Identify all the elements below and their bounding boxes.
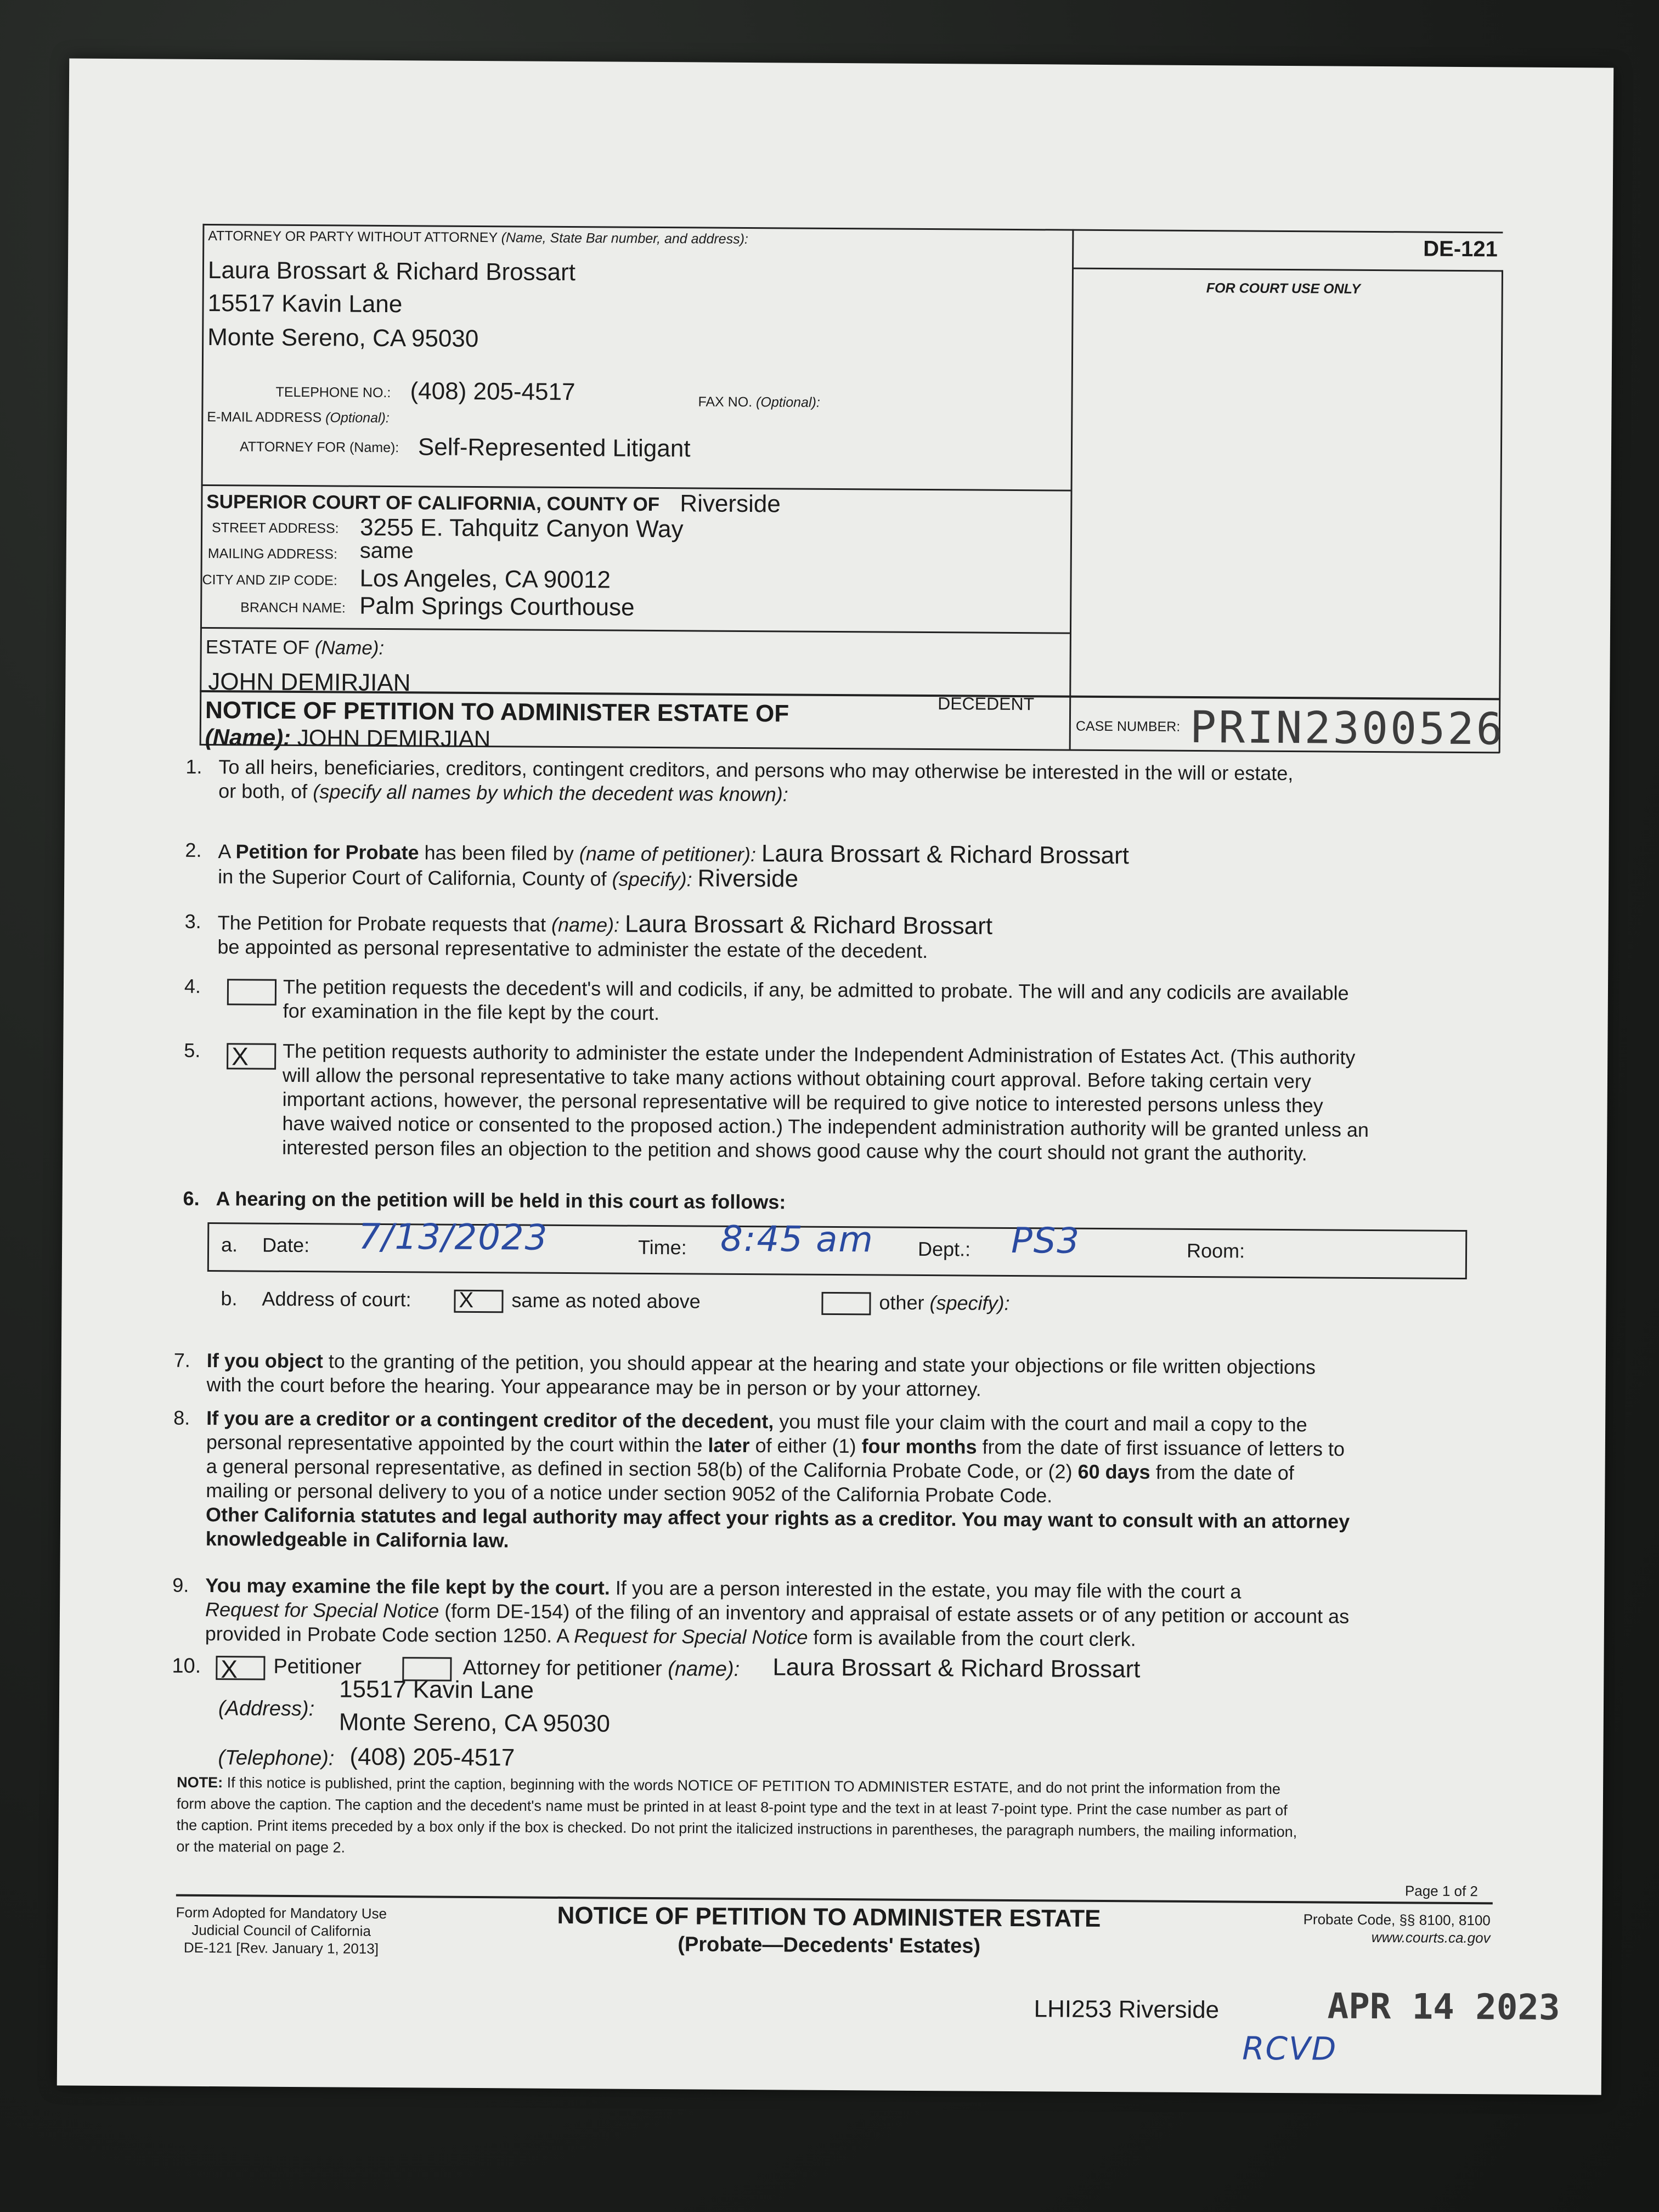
item-8: 8. If you are a creditor or a contingent creditor of the decedent, you must file your claim with the court and mail a copy to the personal representative appointed by the court within the later of either (1) four months from the date of first issuance of letters to a general personal representative, as defined in section 58(b) of the California Probate Code, or (2) 60 days from the date of mailing or personal delivery to you of a notice under section 9052 of the California Probate Code. Other California statutes and legal authority may affect your rights as a creditor. You may want to consult with an attorney knowledgeable in California law.: [173, 1406, 1350, 1552]
item-2: 2. A Petition for Probate has been filed by (name of petitioner): Laura Brossart & Richard Brossart in the Superior Court of California, County of (specify): Riverside: [185, 838, 1130, 893]
telephone-value: (408) 205-4517: [410, 377, 575, 406]
court-use-top-border: [1072, 268, 1503, 272]
branch-label: BRANCH NAME:: [240, 600, 346, 616]
other-address-checkbox[interactable]: [821, 1292, 871, 1316]
received-date-stamp: APR 14 2023: [1327, 1986, 1560, 2029]
lhi-label: LHI253 Riverside: [1034, 1995, 1220, 2024]
mailing-label: MAILING ADDRESS:: [207, 545, 338, 562]
note-block: NOTE: If this notice is published, print the caption, beginning with the words NOTICE OF PETITION TO ADMINISTER ESTATE, and do not print the information from the form above the caption. The caption and the decedent's name must be printed in at least 8-point type and the text in at least 7-point type. Print the case number as part of the caption. Print items preceded by a box only if the box is checked. Do not print the italicized instructions in parentheses, the paragraph numbers, the mailing information, or the material on page 2.: [176, 1774, 1297, 1856]
mailing-value: same: [359, 538, 414, 563]
street-label: STREET ADDRESS:: [212, 520, 339, 537]
petitioner-phone: (408) 205-4517: [349, 1743, 515, 1771]
case-number-label: CASE NUMBER:: [1075, 718, 1181, 735]
estate-name: JOHN DEMIRJIAN: [208, 668, 411, 697]
petitioner-street: 15517 Kavin Lane: [339, 1675, 534, 1704]
footer-subtitle: (Probate—Decedents' Estates): [678, 1933, 981, 1958]
time-label: Time:: [637, 1235, 687, 1259]
fax-label: FAX NO. (Optional):: [698, 394, 820, 410]
item-6: 6. A hearing on the petition will be held in this court as follows:: [183, 1187, 786, 1214]
item-3: 3. The Petition for Probate requests that (name): Laura Brossart & Richard Brossart be appointed as personal representative to administer the estate of the decedent.: [184, 910, 993, 963]
court-label: SUPERIOR COURT OF CALIFORNIA, COUNTY OF: [206, 490, 660, 516]
case-number-stamp: PRIN2300526: [1189, 701, 1505, 755]
room-label: Room:: [1186, 1239, 1245, 1262]
hearing-dept: PS3: [1011, 1220, 1081, 1262]
item-10-number: 10.: [172, 1654, 201, 1678]
telephone-label: TELEPHONE NO.:: [275, 384, 391, 401]
item-5-text: The petition requests authority to administer the estate under the Independent Administration of Estates Act. (This authority will allow the personal representative to take many actions without obtaining court approval. Before taking certain very important actions, however, the personal representative will be required to give notice to interested persons unless they have waived notice or consented to the proposed action.) The independent administration authority will be granted unless an interested person files an objection to the petition and shows good cause why the court should not grant the authority.: [282, 1039, 1369, 1165]
form-page: DE-121 FOR COURT USE ONLY ATTORNEY OR PARTY WITHOUT ATTORNEY (Name, State Bar number, and address): Laura Brossart & Richard Brossart 15517 Kavin Lane Monte Sereno, CA 95030 TELEPHONE NO.: (408) 205-4517 FAX NO. (Optional): E-MAIL ADDRESS (Optional): ATTORNEY FOR (Name): Self-Represented Litigant SUPERIOR COURT OF CALIFORNIA, COUNTY OF Riverside STREET ADDRESS: 3255 E. Tahquitz Canyon Way MAILING ADDRESS: same CITY AND ZIP CODE: Los Angeles, CA 90012 BRANCH NAME: Palm Springs Courthouse ESTATE OF (Name): JOHN DEMIRJIAN DECEDENT NOTICE OF PETITION TO ADMINISTER ESTATE OF (Name): JOHN DEMIRJIAN CASE NUMBER: PRIN2300526 1. To all heirs, beneficiaries, creditors, contingent creditors, and persons who may otherwise be interested in the will or estate, or both, of (specify all names by which the decedent was known): 2. A Petition for Probate has been filed by (name of petitioner): Laura Brossart & Richard Brossart in the Superior Court of California, County of (specify): Riverside 3. The Petition for Probate requests that (name): Laura Brossart & Richard Brossart be appointed as personal representative to administer the estate of the decedent. 4. The petition requests the decedent's will and codicils, if any, be admitted to probate. The will and any codicils are available for examination in the file kept by the court. 5. X The petition requests authority to administer the estate under the Independent Administration of Estates Act. (This authority will allow the personal representative to take many actions without obtaining court approval. Before taking certain very important actions, however, the personal representative will be required to give notice to interested persons unless they have waived notice or consented to the proposed action.) The independent administration authority will be granted unless an interested person files an objection to the petition and shows good cause why the court should not grant the authority. 6. A hearing on the petition will be held in this court as follows: a. Date: 7/13/2023 Time: 8:45 am Dept.: PS3 Room: b. Address of court: X same as noted above other (specify): 7. If you object to the granting of the petition, you should appear at the hearing and state your objections or file written objections with the court before the hearing. Your appearance may be in person or by your attorney. 8. If you are a creditor or a contingent creditor of the decedent, you must file your claim with the court and mail a copy to the personal representative appointed by the court within the later of either (1) four months from the date of first issuance of letters to a general personal representative, as defined in section 58(b) of the California Probate Code, or (2) 60 days from the date of mailing or personal delivery to you of a notice under section 9052 of the California Probate Code. Other California statutes and legal authority may affect your rights as a creditor. You may want to consult with an attorney knowledgeable in California law. 9. You may examine the file kept by the court. If you are a person interested in the estate, you may file with the court a Request for Special Notice (form DE-154) of the filing of an inventory and appraisal of estate assets or of any petition or account as provided in Probate Code section 1250. A Request for Special Notice form is available from the court clerk. 10. X Petitioner Attorney for petitioner (name): Laura Brossart & Richard Brossart (Address): 15517 Kavin Lane Monte Sereno, CA 95030 (Telephone): (408) 205-4517 NOTE: If this notice is published, print the caption, beginning with the words NOTICE OF PETITION TO ADMINISTER ESTATE, and do not print the information from the form above the caption. The caption and the decedent's name must be printed in at least 8-point type and the text in at least 7-point type. Print the case number as part of the caption. Print items preceded by a box only if the box is checked. Do not print the italicized instructions in parentheses, the paragraph numbers, the mailing information, or the material on page 2. Page 1 of 2 Form Adopted for Mandatory Use Judicial Council of California DE-121 [Rev. January 1, 2013] NOTICE OF PETITION TO ADMINISTER ESTATE (Probate—Decedents' Estates) Probate Code, §§ 8100, 8100 www.courts.ca.gov LHI253 Riverside APR 14 2023 RCVD: [57, 58, 1614, 2095]
court-use-label: FOR COURT USE ONLY: [1206, 280, 1361, 297]
city-value: Los Angeles, CA 90012: [359, 565, 611, 594]
attorney-name: Laura Brossart & Richard Brossart: [207, 256, 576, 286]
county-value: Riverside: [680, 490, 781, 518]
petitioner-city: Monte Sereno, CA 95030: [338, 1708, 611, 1737]
same-address-label: same as noted above: [511, 1289, 701, 1313]
item-4: 4.: [184, 974, 201, 997]
court-bottom-border: [200, 627, 1070, 634]
court-address-label: Address of court:: [262, 1287, 411, 1311]
other-address-label: other (specify):: [879, 1291, 1010, 1314]
item-7: 7. If you object to the granting of the petition, you should appear at the hearing and state your objections or file written objections with the court before the hearing. Your appearance may be in person or by your attorney.: [173, 1348, 1316, 1401]
attorney-label: Attorney for petitioner (name):: [462, 1656, 740, 1681]
attorney-street: 15517 Kavin Lane: [207, 289, 403, 318]
item-4-checkbox[interactable]: [227, 979, 276, 1006]
page-number: Page 1 of 2: [1404, 1882, 1479, 1900]
notice-title: NOTICE OF PETITION TO ADMINISTER ESTATE OF: [205, 696, 789, 727]
decedent-label: DECEDENT: [938, 693, 1035, 714]
attorney-bottom-border: [201, 484, 1071, 492]
attorney-for-value: Self-Represented Litigant: [417, 433, 691, 462]
petitioner-label: Petitioner: [273, 1655, 362, 1679]
item-1: 1. To all heirs, beneficiaries, creditors, contingent creditors, and persons who may otherwise be interested in the will or estate, or both, of (specify all names by which the decedent was known):: [185, 755, 1294, 806]
item-4-text: The petition requests the decedent's will and codicils, if any, be admitted to probate. The will and any codicils are available for examination in the file kept by the court.: [283, 975, 1349, 1025]
hearing-date: 7/13/2023: [358, 1216, 549, 1259]
telephone-label-10: (Telephone):: [218, 1746, 335, 1770]
attorney-header: ATTORNEY OR PARTY WITHOUT ATTORNEY (Name, State Bar number, and address):: [208, 228, 749, 247]
attorney-for-label: ATTORNEY FOR (Name):: [239, 439, 399, 456]
item-5-checkbox[interactable]: X: [227, 1043, 276, 1070]
estate-label: ESTATE OF (Name):: [205, 636, 385, 659]
email-label: E-MAIL ADDRESS (Optional):: [207, 409, 390, 426]
date-label: Date:: [262, 1233, 310, 1257]
street-value: 3255 E. Tahquitz Canyon Way: [359, 514, 684, 543]
caption-right-border: [1499, 270, 1503, 753]
petitioner-name: Laura Brossart & Richard Brossart: [772, 1654, 1141, 1683]
hearing-time: 8:45 am: [720, 1218, 874, 1261]
hearing-a: a.: [221, 1233, 238, 1256]
adopted-block: Form Adopted for Mandatory Use Judicial Council of California DE-121 [Rev. January 1, 2013]: [176, 1904, 387, 1957]
footer-rule: [176, 1894, 1493, 1905]
branch-value: Palm Springs Courthouse: [359, 592, 635, 621]
notice-name: (Name): JOHN DEMIRJIAN: [205, 724, 491, 752]
dept-label: Dept.:: [917, 1237, 971, 1261]
petitioner-checkbox[interactable]: X: [216, 1656, 265, 1680]
city-label: CITY AND ZIP CODE:: [202, 572, 337, 589]
same-address-checkbox[interactable]: X: [454, 1290, 503, 1313]
attorney-city: Monte Sereno, CA 95030: [207, 323, 479, 353]
hearing-b: b.: [221, 1287, 238, 1310]
footer-title: NOTICE OF PETITION TO ADMINISTER ESTATE: [557, 1901, 1101, 1932]
address-label: (Address):: [218, 1697, 315, 1721]
footer-code-block: Probate Code, §§ 8100, 8100 www.courts.ca.gov: [1303, 1911, 1491, 1946]
item-9: 9. You may examine the file kept by the court. If you are a person interested in the estate, you may file with the court a Request for Special Notice (form DE-154) of the filing of an inventory and appraisal of estate assets or of any petition or account as provided in Probate Code section 1250. A Request for Special Notice form is available from the court clerk.: [172, 1573, 1350, 1651]
received-handwritten: RCVD: [1242, 2029, 1338, 2068]
form-id: DE-121: [1423, 236, 1498, 262]
